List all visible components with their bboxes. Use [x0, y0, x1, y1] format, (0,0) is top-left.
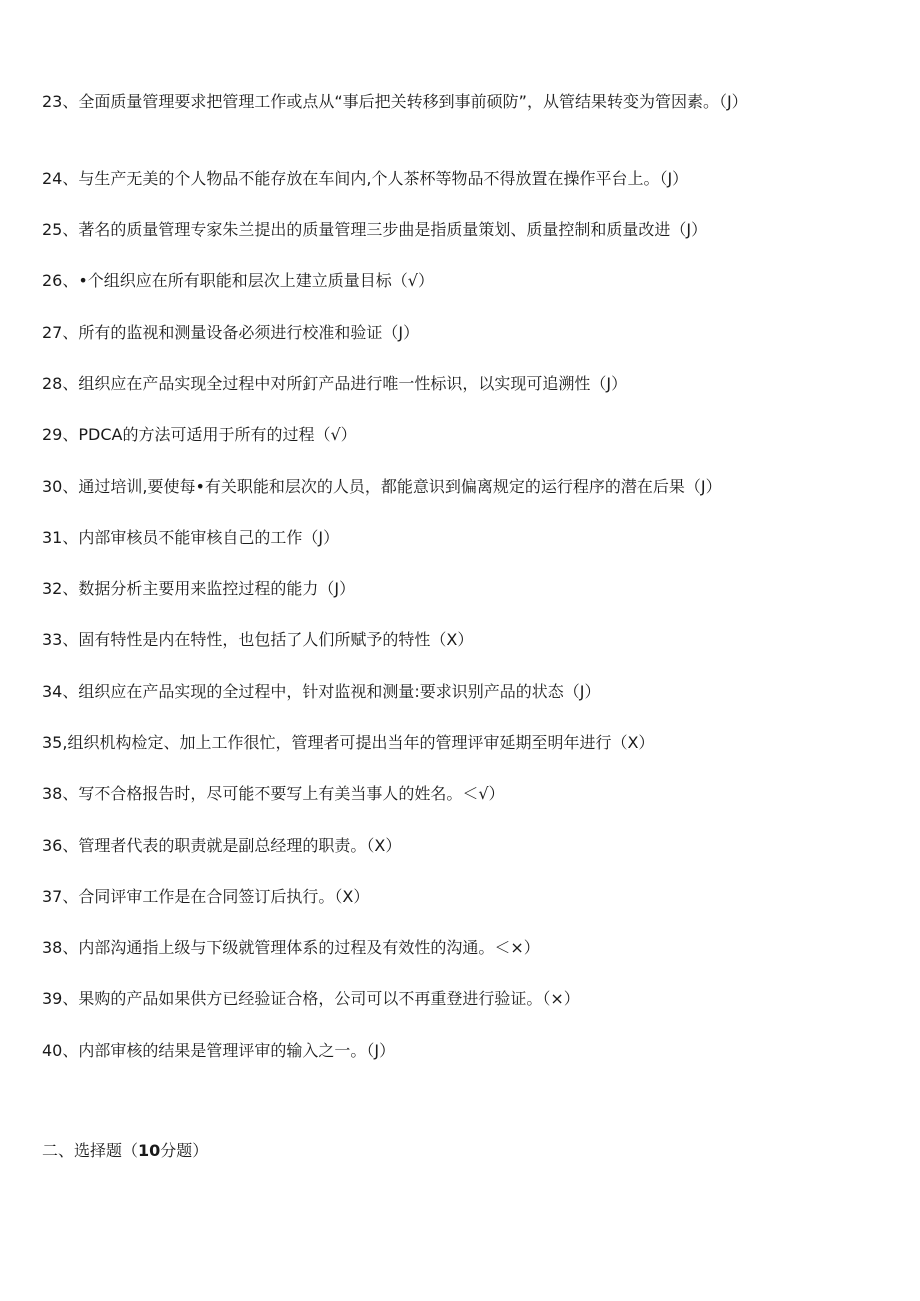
question-item-40: 40、内部审核的结果是管理评审的输入之一。（J）: [42, 1041, 396, 1060]
section-heading-suffix: 分题）: [160, 1141, 209, 1160]
question-item-37: 37、合同评审工作是在合同签订后执行。（X）: [42, 887, 370, 906]
question-item-38a: 38、写不合格报告时，尽可能不要写上有美当事人的姓名。＜√）: [42, 784, 505, 803]
question-item-32: 32、数据分析主要用来监控过程的能力（J）: [42, 579, 356, 598]
question-item-33: 33、固有特性是内在特性，也包括了人们所赋予的特性（X）: [42, 630, 474, 649]
section-heading-count: 10: [138, 1141, 161, 1160]
question-item-27: 27、所有的监视和测量设备必须进行校准和验证（J）: [42, 323, 420, 342]
question-item-30: 30、通过培训,要使每•有关职能和层次的人员，都能意识到偏离规定的运行程序的潜在后果（J）: [42, 477, 722, 496]
question-item-38b: 38、内部沟通指上级与下级就管理体系的过程及有效性的沟通。＜×）: [42, 938, 540, 957]
question-item-34: 34、组织应在产品实现的全过程中，针对监视和测量:要求识别产品的状态（J）: [42, 682, 601, 701]
section-heading-prefix: 二、选择题（: [42, 1141, 139, 1160]
question-item-23: 23、全面质量管理要求把管理工作或点从“事后把关转移到事前硕防”，从管结果转变为管因素。（J）: [42, 92, 748, 111]
question-item-25: 25、著名的质量管理专家朱兰提出的质量管理三步曲是指质量策划、质量控制和质量改进（J）: [42, 220, 708, 239]
question-item-28: 28、组织应在产品实现全过程中对所釘产品进行唯一性标识，以实现可追溯性（J）: [42, 374, 628, 393]
question-item-36: 36、管理者代表的职责就是副总经理的职责。（X）: [42, 836, 402, 855]
question-item-24: 24、与生产无美的个人物品不能存放在车间内,个人茶杯等物品不得放置在操作平台上。（J）: [42, 169, 689, 188]
question-item-35: 35,组织机构检定、加上工作很忙，管理者可提出当年的管理评审延期至明年进行（X）: [42, 733, 655, 752]
question-item-31: 31、内部审核员不能审核自己的工作（J）: [42, 528, 340, 547]
question-item-26: 26、•个组织应在所有职能和层次上建立质量目标（√）: [42, 271, 434, 290]
question-item-29: 29、PDCA的方法可适用于所有的过程（√）: [42, 425, 357, 444]
question-item-39: 39、果购的产品如果供方已经验证合格，公司可以不再重登进行验证。（×）: [42, 989, 580, 1008]
section-heading: [42, 1138, 208, 1164]
